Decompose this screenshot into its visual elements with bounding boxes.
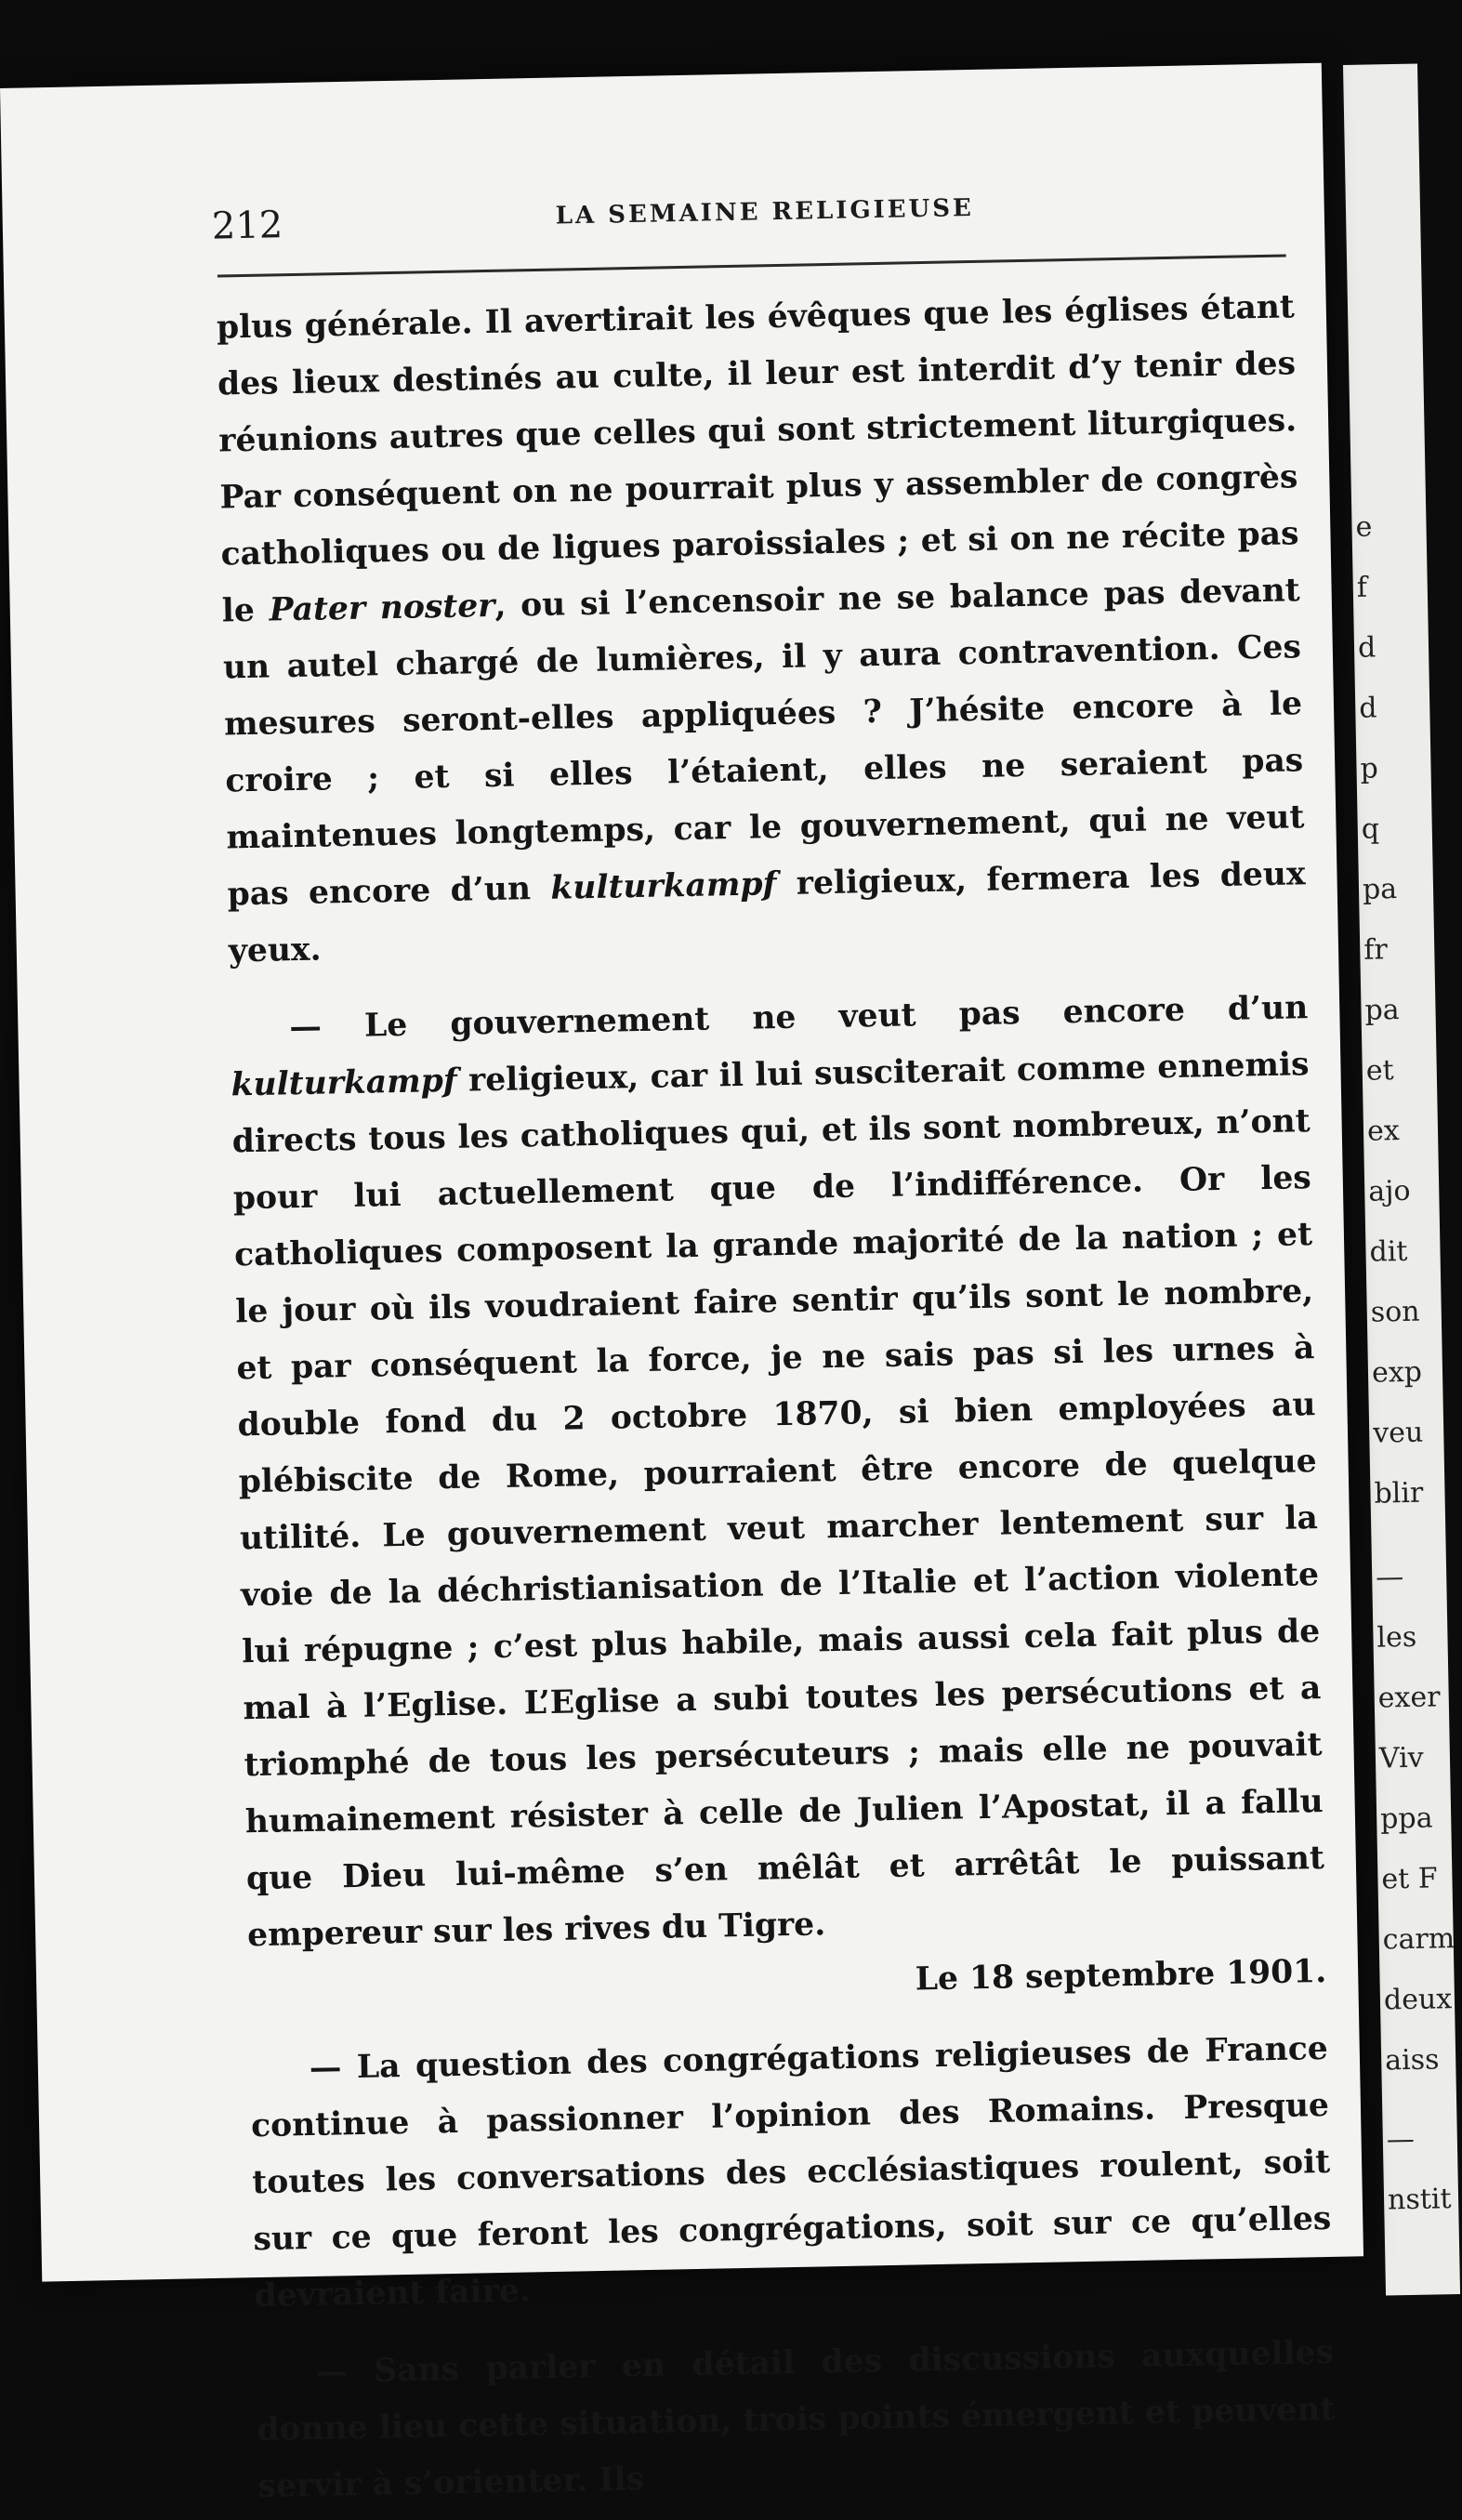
paragraph-text: plus générale. Il avertirait les évêques que les églises étant des lieux destinés au culte, il leur est interdit d’y tenir des réunions autres que celles qui sont strictement liturgiques. Par conséquent on ne pourrait plus y assembler de congrès catholiques ou de ligues paroissiales ; et si on ne récite pas le [216, 288, 1299, 630]
running-head: LA SEMAINE RELIGIEUSE [555, 193, 975, 231]
paragraph: — Sans parler en détail des discussions auxquelles donne lieu cette situation, trois points émergent et peuvent servir à s’orienter. Ils [257, 2333, 1336, 2506]
paragraph [216, 279, 1307, 980]
paragraph-text: — Le gouvernement ne veut pas encore d’un [289, 989, 1309, 1047]
adjacent-page-fragment: dit [1369, 1234, 1408, 1269]
adjacent-page-fragment: veu [1372, 1416, 1424, 1450]
book-page [0, 63, 1363, 2506]
adjacent-page-fragment: — [1375, 1561, 1404, 1594]
adjacent-page-fragment: ajo [1367, 1174, 1411, 1208]
paragraph-text: religieux, fermera les deux yeux. [228, 855, 1306, 970]
adjacent-page-fragment: — [1386, 2122, 1416, 2157]
dateline: Le 18 septembre 1901. [915, 1952, 1327, 1999]
adjacent-page-fragment: e [1355, 510, 1373, 544]
adjacent-page-fragment: q [1361, 812, 1380, 846]
adjacent-page-fragment: carm [1382, 1922, 1455, 1957]
adjacent-page-fragment: f [1356, 571, 1368, 604]
adjacent-page-fragment: exer [1377, 1681, 1441, 1715]
adjacent-page-fragment: d [1357, 631, 1376, 665]
adjacent-page-fragment: pa [1362, 873, 1398, 906]
adjacent-page-fragment: p [1360, 752, 1379, 785]
adjacent-page-fragment: et [1365, 1054, 1394, 1088]
adjacent-page-fragment: deux [1383, 1983, 1453, 2017]
adjacent-page-fragment: blir [1374, 1476, 1424, 1511]
paragraph: — La question des congrégations religieuses de France continue à passionner l’opinion des Romains. Presque toutes les conversations des ecclésiastiques roulent, soit sur ce que feront les congrégations, soit sur ce qu’elles devraient faire. [250, 2029, 1332, 2315]
adjacent-page-fragment: ppa [1379, 1801, 1433, 1836]
adjacent-page-fragment: son [1370, 1295, 1420, 1329]
adjacent-page-fragment: pa [1364, 994, 1400, 1027]
paragraph-text: , ou si l’encensoir ne se balance pas devant un autel chargé de lumières, il y aura contravention. Ces mesures seront-elles appliquées ? J’hésite encore à le croire ; et si elles l’étaient, elles ne seraient pas maintenues longtemps, car le gouvernement, qui ne veut pas encore d’un [222, 572, 1305, 914]
adjacent-page-fragment: aiss [1384, 2043, 1440, 2078]
italic-term: Pater noster [269, 587, 495, 629]
adjacent-page-fragment: nstit [1387, 2183, 1452, 2217]
paragraph [230, 980, 1326, 1964]
page-header [211, 176, 1281, 261]
adjacent-page-fragment: fr [1363, 933, 1389, 967]
page-number: 212 [211, 204, 283, 248]
italic-term: kulturkampf [230, 1062, 458, 1104]
adjacent-page-fragment: ex [1366, 1115, 1401, 1148]
adjacent-page-fragment: d [1358, 692, 1377, 725]
adjacent-page-edge [1343, 63, 1460, 2295]
adjacent-page-fragment: exp [1371, 1355, 1423, 1390]
adjacent-page-fragment: Viv [1378, 1741, 1425, 1775]
body-text [216, 279, 1337, 2515]
italic-term: kulturkampf [550, 865, 777, 907]
paragraph-text: religieux, car il lui susciterait comme ennemis directs tous les catholiques qui, et ils sont nombreux, n’ont pour lui actuellement que de l’indifférence. Or les catholiques composent la grande majorité de la nation ; et le jour où ils voudraient faire sentir qu’ils sont le nombre, et par conséquent la force, je ne sais pas si les urnes à double fond du 2 octobre 1870, si bien employées au plébiscite de Rome, pourraient être encore de quelque utilité. Le gouvernement veut marcher lentement sur la voie de la déchristianisation de l’Italie et l’action violente lui répugne ; c’est plus habile, mais aussi cela fait plus de mal à l’Eglise. L’Eglise a subi toutes les persécutions et a triomphé de tous les persécuteurs ; mais elle ne pouvait humainement résister à celle de Julien l’Apostat, il a fallu que Dieu lui-même s’en mêlât et arrêtât le puissant empereur sur les rives du Tigre. [231, 1046, 1325, 1955]
adjacent-page-fragment: et F [1381, 1862, 1438, 1896]
adjacent-page-fragment: les [1376, 1620, 1417, 1655]
